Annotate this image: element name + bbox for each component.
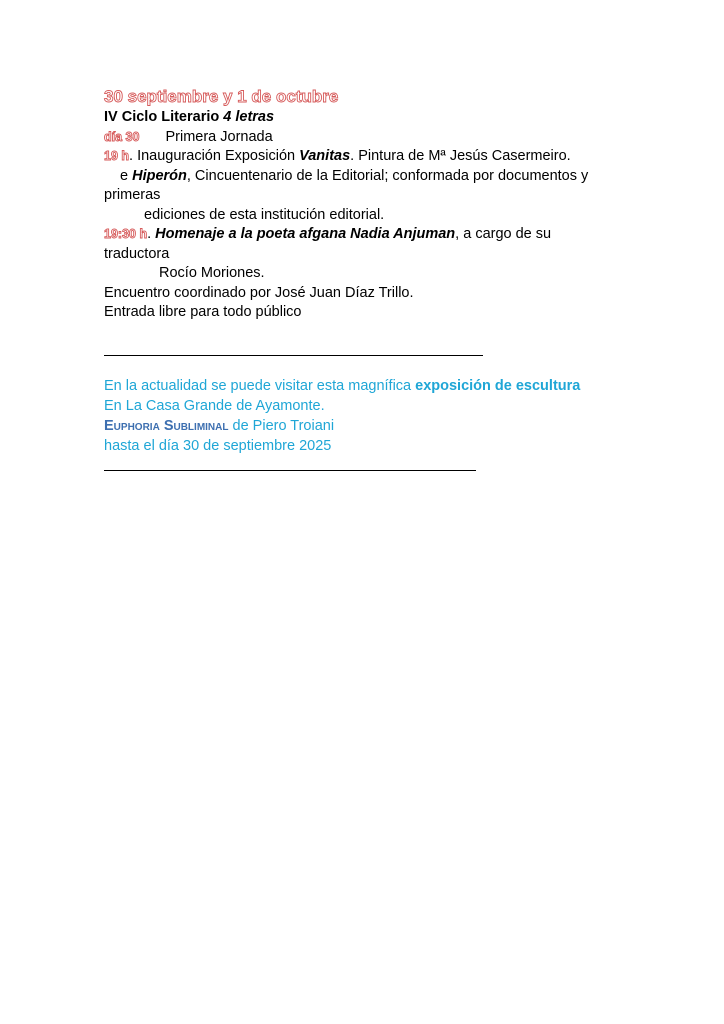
exhibition-line-1 (104, 376, 644, 396)
exhibition-artist: de Piero Troiani (228, 418, 335, 434)
exhibition-until: hasta el día 30 de septiembre 2025 (104, 438, 332, 454)
conjunction: e (120, 167, 133, 184)
cycle-heading (104, 108, 624, 128)
inauguration-line (104, 147, 624, 167)
day-line (104, 128, 624, 148)
divider-line-2 (104, 470, 476, 471)
translator-name: Rocío Moriones. (159, 265, 265, 281)
exhibition-notice (104, 376, 644, 456)
exhibition-intro: En la actualidad se puede visitar esta magnífica (104, 378, 416, 394)
hiperon-line (104, 167, 624, 187)
time-separator: . (129, 148, 134, 164)
time-label-2: 19:30 h (104, 227, 148, 241)
ediciones-line: ediciones de esta institución editorial. (144, 206, 385, 223)
exhibition-title-line (104, 416, 644, 436)
day-label: día 30 (104, 129, 140, 144)
exhibition-type: exposición de escultura (415, 378, 581, 394)
homenaje-after: , a cargo de su (455, 226, 552, 242)
primeras-line: primeras (104, 187, 161, 203)
inauguration-text: Inauguración Exposición (133, 148, 300, 164)
traductora-line: traductora (104, 245, 170, 262)
event-program (104, 86, 624, 323)
cycle-prefix: IV Ciclo Literario (104, 109, 220, 125)
coordinator-line: Encuentro coordinado por José Juan Díaz Trillo. (104, 284, 414, 301)
hiperon-title: Hiperón (132, 167, 187, 184)
event-date-title: 30 septiembre y 1 de octubre (104, 87, 339, 106)
jornada-label: Primera Jornada (165, 128, 273, 145)
vanitas-description: . Pintura de Mª Jesús Casermeiro. (350, 148, 571, 164)
exhibition-title: Euphoria Subliminal (104, 418, 229, 434)
homenaje-line (104, 225, 624, 245)
vanitas-title: Vanitas (299, 148, 351, 164)
cycle-name: 4 letras (223, 109, 275, 125)
hiperon-description: , Cincuentenario de la Editorial; conformada por documentos y (186, 167, 589, 184)
entrance-line: Entrada libre para todo público (104, 304, 302, 320)
time-separator-2: . (147, 226, 156, 242)
exhibition-venue: En La Casa Grande de Ayamonte. (104, 398, 325, 414)
divider-line (104, 355, 483, 356)
homenaje-title: Homenaje a la poeta afgana Nadia Anjuman (155, 226, 456, 242)
time-label: 19 h (104, 149, 130, 163)
